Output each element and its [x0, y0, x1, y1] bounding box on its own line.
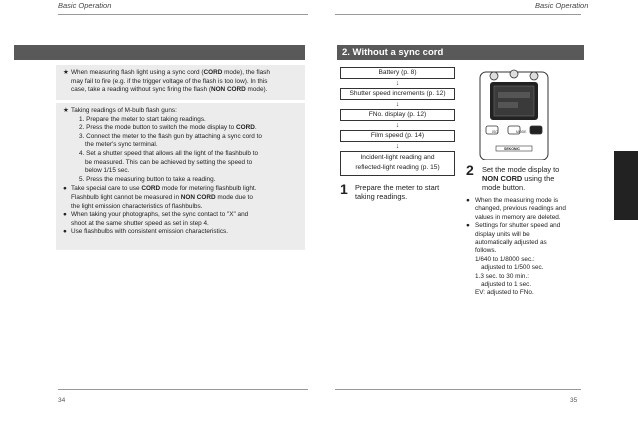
down-arrow-icon: ↓: [395, 122, 400, 129]
right-header-rule: [335, 14, 581, 15]
flow-step-fno: FNo. display (p. 12): [340, 109, 455, 121]
star-icon: ★: [63, 69, 69, 76]
down-arrow-icon: ↓: [395, 101, 400, 108]
meter-iso-label: ISO: [492, 130, 499, 134]
right-header: Basic Operation: [535, 1, 589, 10]
chapter-tab: [614, 151, 638, 220]
bullet-icon: ●: [466, 197, 470, 204]
step-1-text: Prepare the meter to start taking readings.: [355, 183, 440, 202]
left-section-bar: [14, 45, 305, 60]
setup-flowchart: [340, 67, 455, 176]
flow-step-film-speed: Film speed (p. 14): [340, 130, 455, 142]
left-page-number: 34: [58, 397, 66, 404]
left-footer-rule: [58, 389, 308, 390]
bullet-icon: ●: [63, 185, 67, 193]
section-title-bar: [337, 45, 584, 60]
left-header-rule: [58, 14, 308, 15]
star-icon: ★: [63, 107, 69, 114]
light-meter-illustration: [474, 64, 554, 160]
note-mbulb: ★ Taking readings of M-bulb flash guns: 1. Prepare the meter to start taking readings. 2. Press the mode button to switch the mode display to CORD. 3. Connect the meter to the flash gun by attaching a sync cord to the meter's sync terminal. 4. Set a shutter speed that allows all the light of the flashbulb to be measured. This can be achieved by setting the speed to below 1/15 sec. 5. Press the measuring button to take a reading. ● Take special care to use CORD mode for metering flashbulb light. Flashbulb light cannot be measured in NON CORD mode due to the light emission characteristics of flashbulbs. ● When taking your photographs, set the sync contact to "X" and shoot at the same shutter speed as set in step 4. ● Use flashbulbs with consistent emission characteristics.: [63, 107, 262, 236]
step-1-number: 1: [340, 181, 348, 197]
bullet-icon: ●: [63, 211, 67, 219]
flow-step-shutter: Shutter speed increments (p. 12): [340, 88, 455, 100]
left-header: Basic Operation: [58, 1, 112, 10]
meter-mode-label: MODE: [516, 130, 527, 134]
note-sync-cord: ★ When measuring flash light using a sync cord (CORD mode), the flash may fail to fire (e.g. if the trigger voltage of the flash is too low). In this case, take a reading without sync firing the flash (NON CORD mode).: [63, 69, 270, 94]
down-arrow-icon: ↓: [395, 143, 400, 150]
bullet-icon: ●: [63, 228, 67, 236]
meter-brand-label: SEKONIC: [504, 147, 520, 151]
flow-step-readings: Incident-light reading and reflected-light reading (p. 15): [340, 151, 455, 176]
step-2-notes: ● When the measuring mode is changed, previous readings and values in memory are deleted. ● Settings for shutter speed and display units will be automatically adjusted as follows. 1/640 to 1/8000 sec.: adjusted to 1/500 sec. 1.3 sec. to 30 min.: adjusted to 1 sec. EV: adjusted to FNo.: [466, 197, 566, 297]
step-2-text: Set the mode display to NON CORD using the mode button.: [482, 165, 560, 193]
section-title: 2. Without a sync cord: [342, 47, 444, 58]
right-page-number: 35: [570, 397, 578, 404]
light-meter-icon: [474, 64, 554, 160]
flow-step-battery: Battery (p. 8): [340, 67, 455, 79]
down-arrow-icon: ↓: [395, 80, 400, 87]
step-2-number: 2: [466, 162, 474, 178]
right-footer-rule: [335, 389, 581, 390]
bullet-icon: ●: [466, 222, 470, 230]
